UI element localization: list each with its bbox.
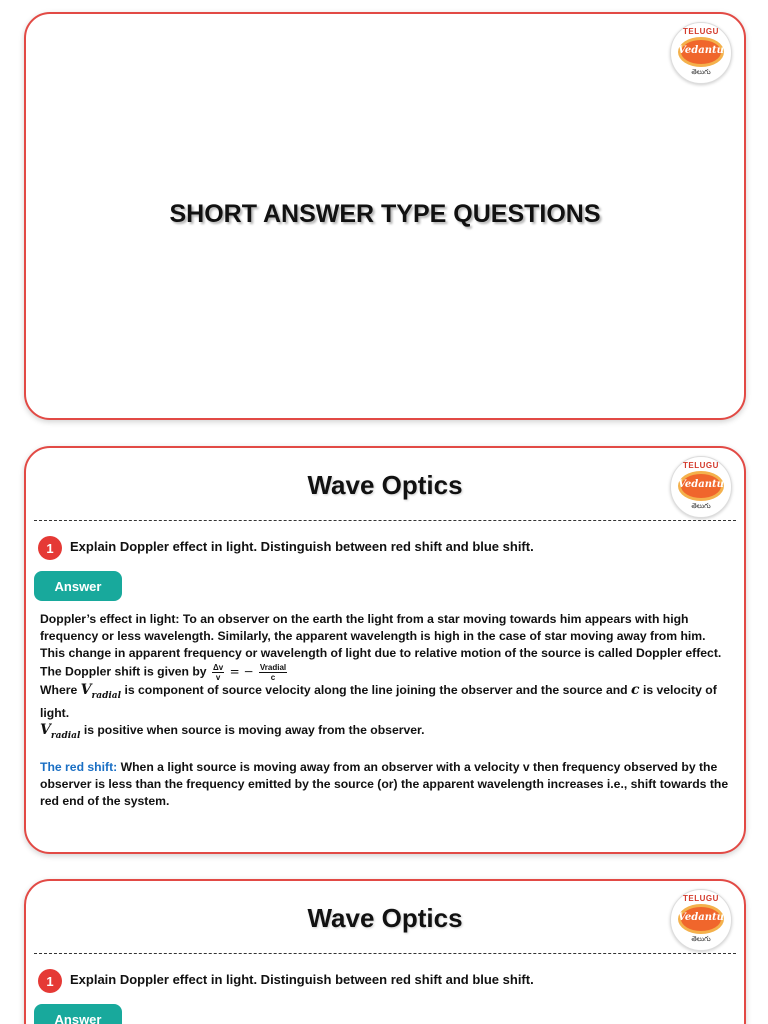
slide-title: Wave Optics <box>307 470 463 500</box>
v-radial-symbol <box>40 721 81 741</box>
red-shift-label: The red shift: <box>40 759 118 774</box>
red-shift-paragraph <box>40 759 732 811</box>
c-symbol: c <box>631 681 640 698</box>
positive-rest: is positive when source is moving away from the observer. <box>83 722 425 737</box>
fraction-delta-v <box>212 663 224 682</box>
question-row <box>34 967 736 991</box>
where-rest: is component of source velocity along the line joining the observer and the source and <box>124 682 628 697</box>
logo-bottom-text: తెలుగు <box>691 69 711 76</box>
fraction-v-radial <box>259 663 287 682</box>
dashed-divider <box>34 520 736 521</box>
question-row <box>34 534 736 558</box>
doppler-definition: Doppler’s effect in light: To an observer on the earth the light from a star moving towards him appears with high frequency or less wavelength. Similarly, the apparent wavelength is high in the case of star moving away from him. This change in apparent frequency or wavelength of light due to relative motion of the source is called Doppler effect. <box>40 612 722 661</box>
logo-top-text: TELUGU <box>683 27 719 36</box>
section-title: SHORT ANSWER TYPE QUESTIONS <box>169 200 601 228</box>
red-shift-text: When a light source is moving away from an observer with a velocity v then frequency observed by the observer is less than the frequency emitted by the source (or) the apparent wavelength increases i.e., shift towards the red end of the system. <box>40 759 729 809</box>
positive-line <box>40 722 732 745</box>
fraction-denominator: c <box>270 672 276 682</box>
equals-minus: = − <box>229 664 254 679</box>
where-end: is velocity of light. <box>40 682 717 720</box>
v-subscript: radial <box>91 690 122 701</box>
where-line: Where $V_{radial}$ is component of source velocity along the line joining the observer and the source and c is velocity of light. <box>40 681 717 720</box>
doppler-shift-formula-line <box>40 663 732 682</box>
fraction-numerator: Vradial <box>259 662 287 672</box>
question-number-badge: 1 <box>38 536 62 560</box>
logo-top-text: TELUGU <box>683 894 719 903</box>
v-radial-symbol <box>80 681 122 701</box>
question-slide-card <box>24 446 746 854</box>
vedantu-telugu-logo <box>670 22 732 84</box>
question-text: Explain Doppler effect in light. Distinguish between red shift and blue shift. <box>70 539 534 554</box>
v-subscript: radial <box>50 730 81 741</box>
logo-bottom-text: తెలుగు <box>691 503 711 510</box>
logo-bottom-text: తెలుగు <box>691 936 711 943</box>
fraction-numerator: Δv <box>212 662 224 672</box>
fraction-denominator: v <box>215 672 221 682</box>
question-number-badge: 1 <box>38 969 62 993</box>
dashed-divider <box>34 953 736 954</box>
answer-button[interactable]: Answer <box>34 571 122 601</box>
answer-button[interactable]: Answer <box>34 1004 122 1024</box>
title-slide-card <box>24 12 746 420</box>
logo-top-text: TELUGU <box>683 461 719 470</box>
shift-prefix: The Doppler shift is given by <box>40 664 207 679</box>
logo-name-text: Vedantu <box>678 45 724 56</box>
question-text: Explain Doppler effect in light. Distinguish between red shift and blue shift. <box>70 972 534 987</box>
v-symbol: V <box>40 721 51 738</box>
logo-name-text: Vedantu <box>678 912 724 923</box>
slide-title: Wave Optics <box>307 903 463 933</box>
v-symbol: V <box>80 681 92 698</box>
logo-name-text: Vedantu <box>678 479 724 490</box>
answer-body <box>40 611 732 810</box>
question-slide-card-next <box>24 879 746 1024</box>
